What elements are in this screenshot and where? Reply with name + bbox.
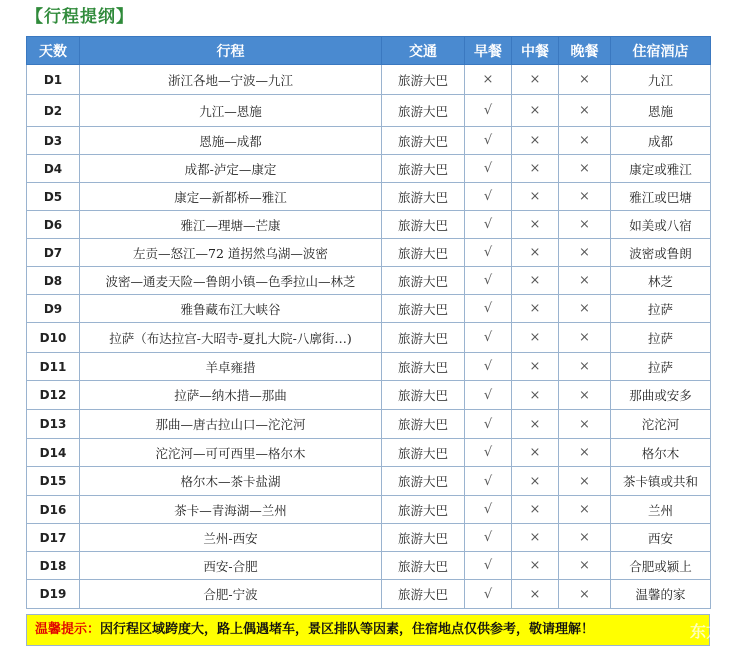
route-cell: 雅江—理塘—芒康 <box>80 211 382 239</box>
dinner-cell: × <box>559 410 611 439</box>
lunch-cell: × <box>512 381 559 410</box>
route-cell: 雅鲁藏布江大峡谷 <box>80 295 382 323</box>
lunch-cell: × <box>512 323 559 353</box>
table-row <box>27 580 711 609</box>
breakfast-cell: √ <box>465 467 512 496</box>
breakfast-cell: √ <box>465 295 512 323</box>
route-cell: 合肥-宁波 <box>80 580 382 609</box>
header-row <box>27 37 711 65</box>
dinner-cell: × <box>559 155 611 183</box>
hotel-cell: 成都 <box>611 127 711 155</box>
dinner-cell: × <box>559 524 611 552</box>
dinner-cell: × <box>559 323 611 353</box>
lunch-cell: × <box>512 267 559 295</box>
itinerary-table <box>26 36 711 609</box>
dinner-cell: × <box>559 95 611 127</box>
hotel-cell: 西安 <box>611 524 711 552</box>
route-cell: 茶卡—青海湖—兰州 <box>80 496 382 524</box>
route-cell: 沱沱河—可可西里—格尔木 <box>80 439 382 467</box>
table-row <box>27 211 711 239</box>
lunch-cell: × <box>512 580 559 609</box>
day-cell: D11 <box>27 353 80 381</box>
route-cell: 浙江各地—宁波—九江 <box>80 65 382 95</box>
route-cell: 西安-合肥 <box>80 552 382 580</box>
transport-cell: 旅游大巴 <box>382 155 465 183</box>
day-cell: D16 <box>27 496 80 524</box>
dinner-cell: × <box>559 211 611 239</box>
lunch-cell: × <box>512 467 559 496</box>
table-row <box>27 552 711 580</box>
lunch-cell: × <box>512 295 559 323</box>
route-cell: 格尔木—茶卡盐湖 <box>80 467 382 496</box>
breakfast-cell: √ <box>465 239 512 267</box>
day-cell: D15 <box>27 467 80 496</box>
day-cell: D17 <box>27 524 80 552</box>
day-cell: D19 <box>27 580 80 609</box>
table-row <box>27 239 711 267</box>
hotel-cell: 合肥或颍上 <box>611 552 711 580</box>
table-row <box>27 295 711 323</box>
section-title: 【行程提纲】 <box>26 7 134 27</box>
transport-cell: 旅游大巴 <box>382 381 465 410</box>
table-row <box>27 496 711 524</box>
header-hotel: 住宿酒店 <box>611 37 711 65</box>
lunch-cell: × <box>512 127 559 155</box>
breakfast-cell: √ <box>465 580 512 609</box>
hotel-cell: 雅江或巴塘 <box>611 183 711 211</box>
dinner-cell: × <box>559 267 611 295</box>
breakfast-cell: √ <box>465 211 512 239</box>
lunch-cell: × <box>512 155 559 183</box>
table-row <box>27 155 711 183</box>
lunch-cell: × <box>512 353 559 381</box>
header-lunch: 中餐 <box>512 37 559 65</box>
day-cell: D12 <box>27 381 80 410</box>
lunch-cell: × <box>512 496 559 524</box>
day-cell: D1 <box>27 65 80 95</box>
table-row <box>27 467 711 496</box>
day-cell: D5 <box>27 183 80 211</box>
hotel-cell: 康定或雅江 <box>611 155 711 183</box>
transport-cell: 旅游大巴 <box>382 439 465 467</box>
breakfast-cell: √ <box>465 127 512 155</box>
transport-cell: 旅游大巴 <box>382 353 465 381</box>
transport-cell: 旅游大巴 <box>382 496 465 524</box>
day-cell: D4 <box>27 155 80 183</box>
hotel-cell: 如美或八宿 <box>611 211 711 239</box>
lunch-cell: × <box>512 239 559 267</box>
lunch-cell: × <box>512 95 559 127</box>
header-breakfast: 早餐 <box>465 37 512 65</box>
lunch-cell: × <box>512 183 559 211</box>
route-cell: 拉萨（布达拉宫-大昭寺-夏扎大院-八廓街…) <box>80 323 382 353</box>
breakfast-cell: √ <box>465 496 512 524</box>
table-row <box>27 127 711 155</box>
lunch-cell: × <box>512 65 559 95</box>
route-cell: 羊卓雍措 <box>80 353 382 381</box>
table-row <box>27 353 711 381</box>
table-row <box>27 524 711 552</box>
transport-cell: 旅游大巴 <box>382 552 465 580</box>
table-row <box>27 381 711 410</box>
hotel-cell: 沱沱河 <box>611 410 711 439</box>
breakfast-cell: × <box>465 65 512 95</box>
hotel-cell: 拉萨 <box>611 323 711 353</box>
hotel-cell: 温馨的家 <box>611 580 711 609</box>
route-cell: 恩施—成都 <box>80 127 382 155</box>
table-row <box>27 410 711 439</box>
transport-cell: 旅游大巴 <box>382 95 465 127</box>
transport-cell: 旅游大巴 <box>382 524 465 552</box>
breakfast-cell: √ <box>465 267 512 295</box>
day-cell: D10 <box>27 323 80 353</box>
notice-banner <box>26 614 710 646</box>
day-cell: D9 <box>27 295 80 323</box>
hotel-cell: 兰州 <box>611 496 711 524</box>
header-transport: 交通 <box>382 37 465 65</box>
transport-cell: 旅游大巴 <box>382 127 465 155</box>
transport-cell: 旅游大巴 <box>382 65 465 95</box>
lunch-cell: × <box>512 439 559 467</box>
dinner-cell: × <box>559 127 611 155</box>
lunch-cell: × <box>512 552 559 580</box>
dinner-cell: × <box>559 65 611 95</box>
notice-text: 因行程区域跨度大，路上偶遇堵车，景区排队等因素，住宿地点仅供参考，敬请理解！ <box>100 622 595 637</box>
dinner-cell: × <box>559 552 611 580</box>
dinner-cell: × <box>559 239 611 267</box>
dinner-cell: × <box>559 353 611 381</box>
route-cell: 那曲—唐古拉山口—沱沱河 <box>80 410 382 439</box>
hotel-cell: 格尔木 <box>611 439 711 467</box>
hotel-cell: 茶卡镇或共和 <box>611 467 711 496</box>
breakfast-cell: √ <box>465 353 512 381</box>
breakfast-cell: √ <box>465 323 512 353</box>
table-row <box>27 183 711 211</box>
day-cell: D2 <box>27 95 80 127</box>
lunch-cell: × <box>512 410 559 439</box>
transport-cell: 旅游大巴 <box>382 239 465 267</box>
breakfast-cell: √ <box>465 183 512 211</box>
hotel-cell: 拉萨 <box>611 295 711 323</box>
header-dinner: 晚餐 <box>559 37 611 65</box>
dinner-cell: × <box>559 496 611 524</box>
day-cell: D18 <box>27 552 80 580</box>
breakfast-cell: √ <box>465 524 512 552</box>
hotel-cell: 拉萨 <box>611 353 711 381</box>
table-row <box>27 65 711 95</box>
route-cell: 左贡—怒江—72 道拐然乌湖—波密 <box>80 239 382 267</box>
dinner-cell: × <box>559 381 611 410</box>
dinner-cell: × <box>559 295 611 323</box>
breakfast-cell: √ <box>465 155 512 183</box>
transport-cell: 旅游大巴 <box>382 183 465 211</box>
transport-cell: 旅游大巴 <box>382 211 465 239</box>
breakfast-cell: √ <box>465 381 512 410</box>
day-cell: D14 <box>27 439 80 467</box>
transport-cell: 旅游大巴 <box>382 295 465 323</box>
breakfast-cell: √ <box>465 95 512 127</box>
route-cell: 康定—新都桥—雅江 <box>80 183 382 211</box>
table-row <box>27 439 711 467</box>
lunch-cell: × <box>512 211 559 239</box>
header-route: 行程 <box>80 37 382 65</box>
breakfast-cell: √ <box>465 439 512 467</box>
breakfast-cell: √ <box>465 552 512 580</box>
transport-cell: 旅游大巴 <box>382 410 465 439</box>
transport-cell: 旅游大巴 <box>382 467 465 496</box>
breakfast-cell: √ <box>465 410 512 439</box>
transport-cell: 旅游大巴 <box>382 323 465 353</box>
dinner-cell: × <box>559 439 611 467</box>
table-row <box>27 95 711 127</box>
day-cell: D6 <box>27 211 80 239</box>
transport-cell: 旅游大巴 <box>382 580 465 609</box>
dinner-cell: × <box>559 467 611 496</box>
hotel-cell: 林芝 <box>611 267 711 295</box>
hotel-cell: 波密或鲁朗 <box>611 239 711 267</box>
dinner-cell: × <box>559 580 611 609</box>
route-cell: 成都-泸定—康定 <box>80 155 382 183</box>
hotel-cell: 恩施 <box>611 95 711 127</box>
hotel-cell: 九江 <box>611 65 711 95</box>
day-cell: D3 <box>27 127 80 155</box>
route-cell: 波密—通麦天险—鲁朗小镇—色季拉山—林芝 <box>80 267 382 295</box>
route-cell: 九江—恩施 <box>80 95 382 127</box>
day-cell: D13 <box>27 410 80 439</box>
hotel-cell: 那曲或安多 <box>611 381 711 410</box>
table-row <box>27 323 711 353</box>
table-row <box>27 267 711 295</box>
dinner-cell: × <box>559 183 611 211</box>
route-cell: 兰州-西安 <box>80 524 382 552</box>
header-day: 天数 <box>27 37 80 65</box>
transport-cell: 旅游大巴 <box>382 267 465 295</box>
watermark: 东方论 <box>689 622 738 641</box>
day-cell: D7 <box>27 239 80 267</box>
notice-label: 温馨提示： <box>35 622 101 637</box>
lunch-cell: × <box>512 524 559 552</box>
day-cell: D8 <box>27 267 80 295</box>
route-cell: 拉萨—纳木措—那曲 <box>80 381 382 410</box>
